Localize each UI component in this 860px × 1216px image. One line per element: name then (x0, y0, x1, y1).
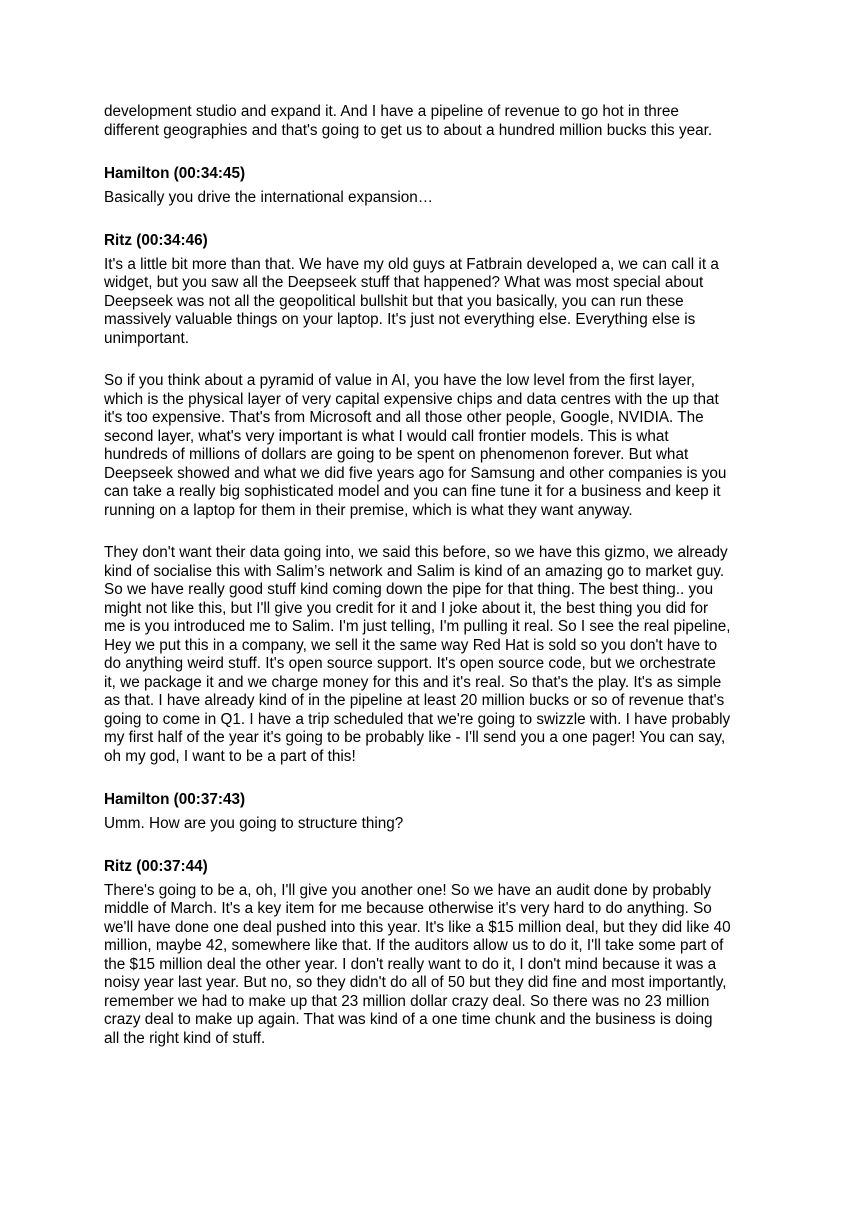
text-line: do anything weird stuff. It's open source support. It's open source code, but we orchestrate (104, 655, 716, 672)
text-line: Deepseek showed and what we did five years ago for Samsung and other companies is you (104, 464, 727, 482)
transcript-turn (104, 858, 764, 1048)
text-line: There's going to be a, oh, I'll give you another one! So we have an audit done by probably (104, 881, 712, 899)
text-line: it's too expensive. That's from Microsoft and all those other people, Google, NVIDIA. The (104, 409, 704, 426)
text-line: development studio and expand it. And I have a pipeline of revenue to go hot in three (104, 103, 679, 120)
text-line: It's a little bit more than that. We have my old guys at Fatbrain developed a, we can call it a (104, 255, 719, 273)
text-line: So if you think about a pyramid of value in AI, you have the low level from the first layer, (104, 372, 695, 389)
turn-paragraph (104, 544, 764, 766)
transcript-turn (104, 232, 764, 766)
speaker-heading: Hamilton (00:34:45) (104, 165, 246, 182)
text-line: Hey we put this in a company, we sell it the same way Red Hat is sold so you don't have to (104, 636, 718, 654)
speaker-heading: Ritz (00:37:44) (104, 858, 208, 875)
text-line: the $15 million deal the other year. I don't really want to do it, I don't mind because it was a (104, 955, 717, 973)
turn-paragraph (104, 256, 764, 349)
text-line: second layer, what's very important is what I would call frontier models. This is what (104, 427, 669, 445)
text-line: different geographies and that's going to get us to about a hundred million bucks this year. (104, 121, 713, 139)
transcript-turn (104, 165, 764, 207)
text-line: middle of March. It's a key item for me because otherwise it's very hard to do anything. So (104, 900, 712, 917)
text-line: as that. I have already kind of in the pipeline at least 20 million bucks or so of revenue that's (104, 692, 725, 709)
turn-paragraph (104, 882, 764, 1049)
text-line: all the right kind of stuff. (104, 1029, 266, 1047)
text-line: Basically you drive the international expansion… (104, 188, 434, 206)
text-line: we'll have done one deal pushed into this year. It's like a $15 million deal, but they did like 40 (104, 918, 731, 936)
text-line: widget, but you saw all the Deepseek stuff that happened? What was most special about (104, 274, 704, 291)
text-line: noisy year last year. But no, so they didn't do all of 50 but they did fine and most importantly, (104, 974, 727, 991)
text-line: can take a really big sophisticated model and you can fine tune it for a business and keep it (104, 483, 721, 500)
text-line: They don't want their data going into, we said this before, so we have this gizmo, we already (104, 544, 728, 561)
text-line: running on a laptop for them in their premise, which is what they want anyway. (104, 501, 633, 519)
speaker-heading: Hamilton (00:37:43) (104, 791, 246, 808)
text-line: massively valuable things on your laptop. It's just not everything else. Everything else is (104, 311, 696, 328)
text-line: million, maybe 42, somewhere like that. If the auditors allow us to do it, I'll take some part of (104, 937, 724, 954)
text-line: Umm. How are you going to structure thing? (104, 814, 404, 832)
transcript-turn (104, 791, 764, 833)
text-line: crazy deal to make up again. That was kind of a one time chunk and the business is doing (104, 1011, 713, 1028)
continuation-paragraph (104, 103, 764, 140)
turn-paragraph (104, 372, 764, 520)
text-line: going to come in Q1. I have a trip scheduled that we're going to swizzle with. I have probably (104, 710, 731, 728)
text-line: me is you introduced me to Salim. I'm just telling, I'm pulling it real. So I see the real pipeline, (104, 618, 731, 635)
text-line: remember we had to make up that 23 million dollar crazy deal. So there was no 23 million (104, 992, 710, 1010)
text-line: hundreds of millions of dollars are going to be spent on phenomenon forever. But what (104, 446, 689, 463)
turn-paragraph (104, 815, 764, 834)
text-line: might not like this, but I'll give you credit for it and I joke about it, the best thing you did for (104, 599, 709, 617)
speaker-heading: Ritz (00:34:46) (104, 232, 208, 249)
text-line: my first half of the year it's going to be probably like - I'll send you a one pager! You can say, (104, 729, 726, 746)
text-line: oh my god, I want to be a part of this! (104, 747, 356, 765)
text-line: it, we package it and we charge money for this and it's real. So that's the play. It's as simple (104, 673, 722, 691)
turn-paragraph (104, 189, 764, 208)
text-line: unimportant. (104, 329, 190, 347)
text-line: kind of socialise this with Salim’s network and Salim is kind of an amazing go to market guy. (104, 562, 725, 580)
text-line: Deepseek was not all the geopolitical bullshit but that you basically, you can run these (104, 292, 684, 310)
text-line: So we have really good stuff kind coming down the pipe for that thing. The best thing.. you (104, 581, 714, 598)
text-line: which is the physical layer of very capital expensive chips and data centres with the up that (104, 390, 719, 408)
transcript-page (104, 103, 764, 1048)
